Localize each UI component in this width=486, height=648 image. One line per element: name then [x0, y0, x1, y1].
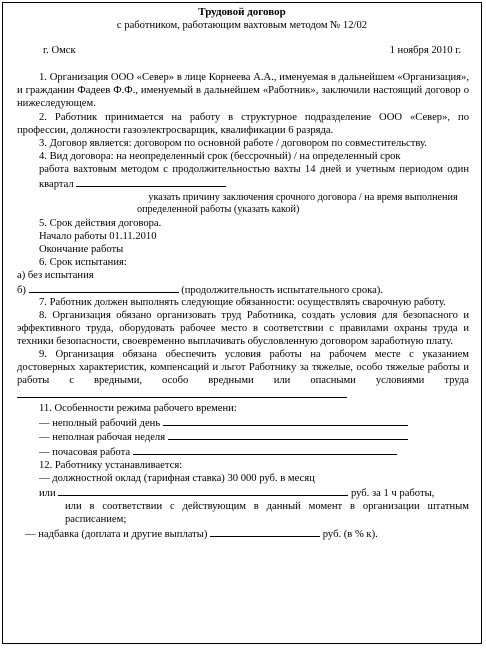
blank-line	[58, 486, 348, 496]
clause-5: 5. Срок действия договора.	[39, 217, 162, 229]
contract-city: г. Омск	[43, 45, 76, 56]
clause-12c: или в соответствии с действующим в данный момент в организации штатным расписанием;	[65, 501, 469, 525]
blank-line	[76, 177, 226, 187]
clause-4: 4. Вид договора: на неопределенный срок (бессрочный) / на определенный срок	[39, 150, 401, 162]
clause-12d-suffix: руб. (в % к).	[322, 528, 378, 540]
clause-12b-suffix: руб. за 1 ч работы,	[350, 488, 435, 500]
clause-12b-prefix: или	[39, 488, 56, 500]
clause-6b-suffix: (продолжительность испытательного срока).	[181, 284, 383, 296]
clause-2: 2. Работник принимается на работу в структурное подразделение ООО «Север», по профессии, должности газоэлектросварщик, квалификации 6 разряда.	[17, 112, 469, 137]
blank-line	[168, 430, 408, 440]
clause-11b: — неполная рабочая неделя	[39, 432, 166, 444]
clause-6b-prefix: б)	[17, 284, 26, 296]
blank-line	[210, 527, 320, 537]
clause-8: 8. Организация обязано организовать труд Работника, создать условия для безопасного и эффективного труда, оборудовать рабочее место в соответствии с правилами охраны труда и техники безопасности, своевременно выплачивать обусловленную договором заработную плату.	[17, 310, 469, 348]
document-subtitle: с работником, работающим вахтовым методом № 12/02	[116, 20, 368, 31]
clause-11c: — почасовая работа	[39, 447, 131, 459]
clause-12a: — должностной оклад (тарифная ставка) 30 000 руб. в месяц	[39, 473, 315, 485]
contract-document	[2, 2, 482, 644]
clause-5-end: Окончание работы	[39, 243, 124, 255]
clause-3: 3. Договор является: договором по основной работе / договором по совместительству.	[39, 138, 427, 150]
clause-11: 11. Особенности режима рабочего времени:	[39, 402, 237, 414]
document-title: Трудовой договор	[198, 6, 286, 18]
contract-body	[17, 72, 469, 542]
contract-date: 1 ноября 2010 г.	[389, 45, 461, 56]
clause-9: 9. Организация обязана обеспечить условия работы на рабочем месте с указанием достоверных характеристик, компенсаций и льгот Работнику за тяжелые, особо тяжелые работы и работы с вредными, особо вредными или опасными условиями труда	[17, 349, 469, 386]
blank-line	[17, 388, 347, 398]
clause-4-term: работа вахтовым методом с продолжительностью вахты 14 дней и учетным периодом один квартал	[39, 163, 469, 190]
clause-12: 12. Работнику устанавливается:	[39, 460, 183, 472]
clause-1: 1. Организация ООО «Север» в лице Корнеева А.А., именуемая в дальнейшем «Организация», и гражданин Фадеев Ф.Ф., именуемый в дальнейшем «Работник», заключили настоящий договор о нижеследующем.	[17, 72, 469, 109]
blank-line	[29, 283, 179, 293]
clause-11a: — неполный рабочий день	[39, 417, 161, 429]
blank-line	[163, 416, 408, 426]
clause-5-start: Начало работы 01.11.2010	[39, 230, 157, 242]
clause-12d-prefix: — надбавка (доплата и другие выплаты)	[25, 528, 208, 540]
clause-4-note: указать причину заключения срочного договора / на время выполнения определенной работы (указать какой)	[137, 191, 458, 216]
clause-7: 7. Работник должен выполнять следующие обязанности: осуществлять сварочную работу.	[39, 297, 446, 309]
blank-line	[133, 445, 397, 455]
clause-6: 6. Срок испытания:	[39, 256, 127, 268]
clause-6a: а) без испытания	[17, 269, 94, 281]
